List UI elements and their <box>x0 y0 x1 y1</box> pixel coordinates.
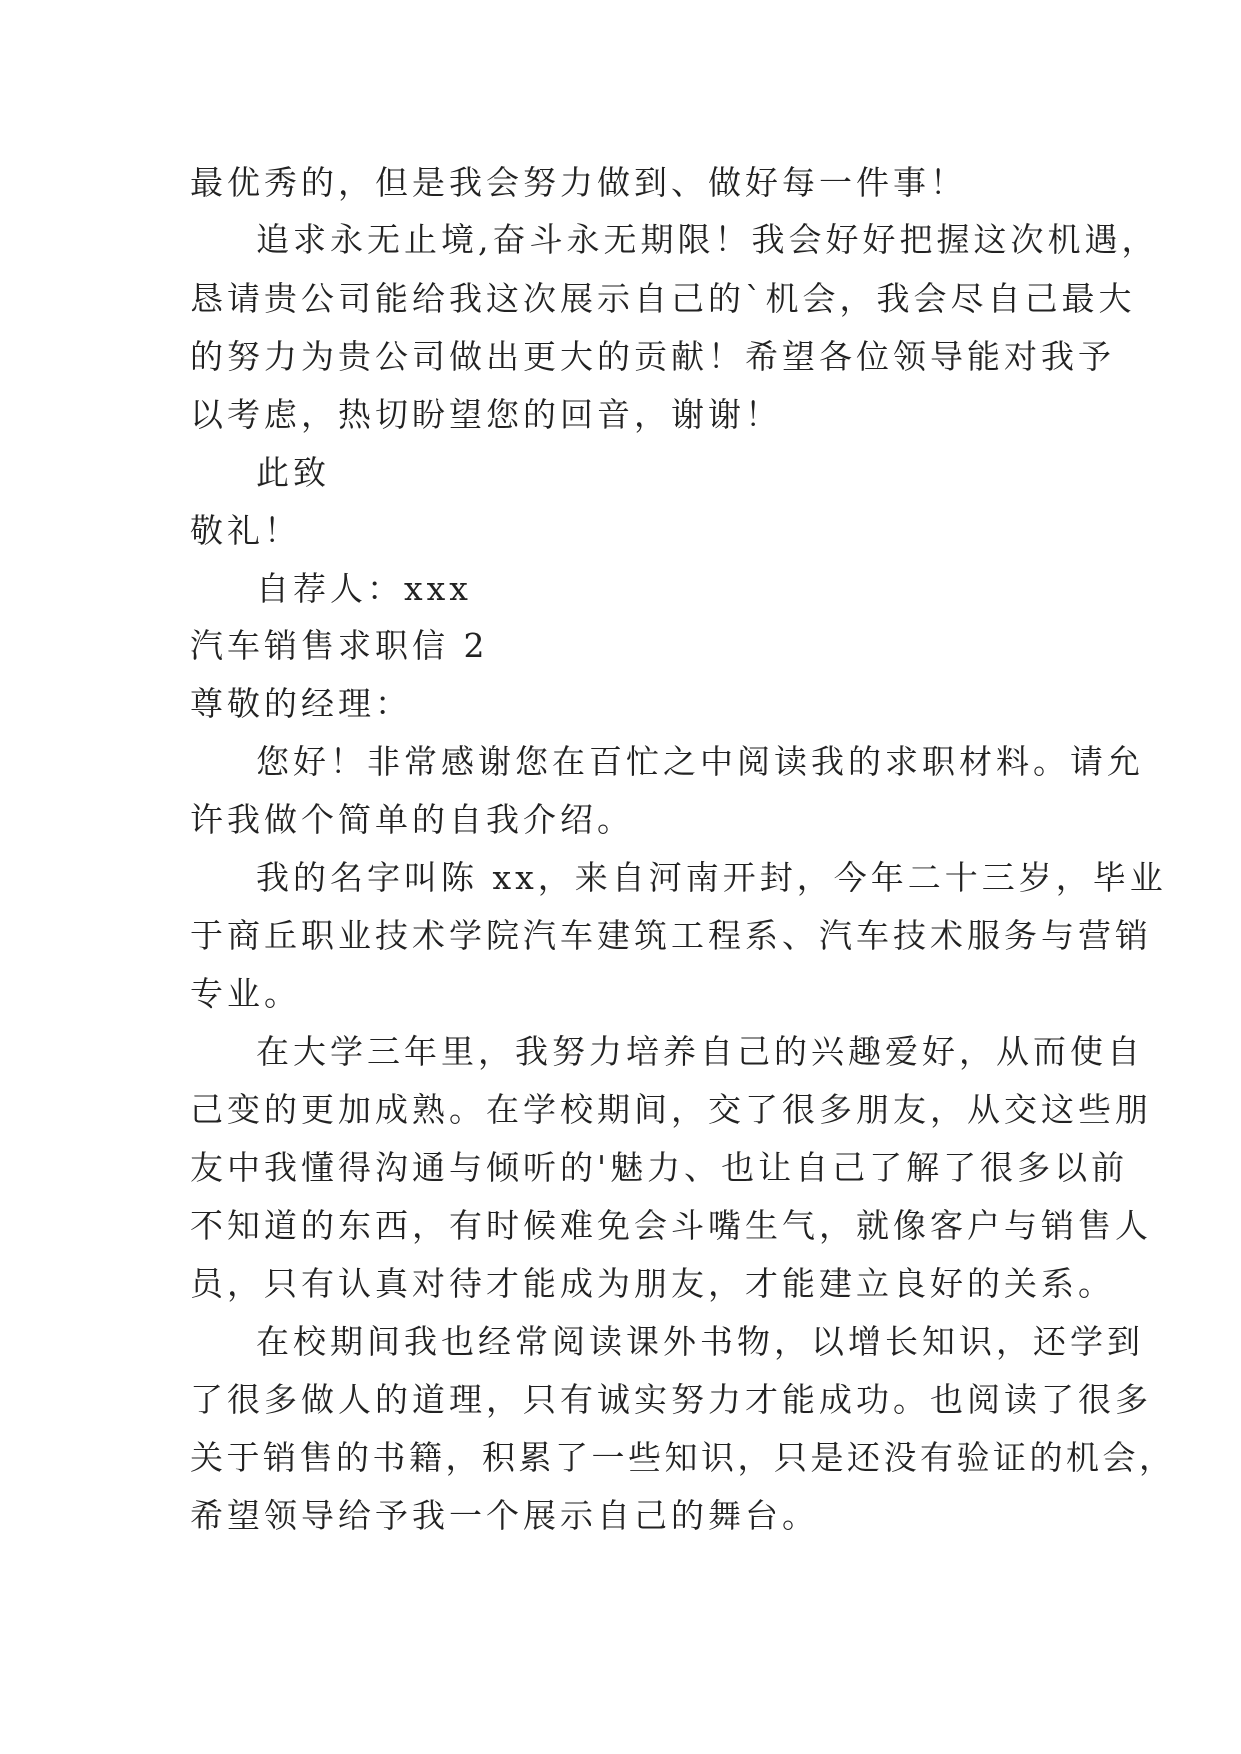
text-line: 敬礼！ <box>190 511 301 550</box>
text-line: 许我做个简单的自我介绍。 <box>190 800 634 839</box>
text-line: 您好！非常感谢您在百忙之中阅读我的求职材料。请允 <box>256 742 1144 781</box>
text-line: 于商丘职业技术学院汽车建筑工程系、汽车技术服务与营销 <box>190 916 1152 955</box>
text-line: 在校期间我也经常阅读课外书物，以增长知识，还学到 <box>256 1322 1144 1361</box>
text-line: 自荐人：xxx <box>256 569 472 608</box>
text-line: 员，只有认真对待才能成为朋友，才能建立良好的关系。 <box>190 1264 1115 1303</box>
text-line: 关于销售的书籍，积累了一些知识，只是还没有验证的机会， <box>190 1438 1176 1477</box>
salutation: 尊敬的经理： <box>190 684 412 723</box>
text-line: 专业。 <box>190 974 301 1013</box>
text-line: 希望领导给予我一个展示自己的舞台。 <box>190 1496 819 1535</box>
text-line: 了很多做人的道理，只有诚实努力才能成功。也阅读了很多 <box>190 1380 1152 1419</box>
text-line: 恳请贵公司能给我这次展示自己的`机会，我会尽自己最大 <box>190 279 1136 318</box>
text-line: 以考虑，热切盼望您的回音，谢谢！ <box>190 395 782 434</box>
text-line: 不知道的东西，有时候难免会斗嘴生气，就像客户与销售人 <box>190 1206 1152 1245</box>
text-line: 的努力为贵公司做出更大的贡献！希望各位领导能对我予 <box>190 337 1115 376</box>
text-line: 在大学三年里，我努力培养自己的兴趣爱好，从而使自 <box>256 1032 1144 1071</box>
section-heading: 汽车销售求职信 2 <box>190 626 489 665</box>
text-line: 追求永无止境,奋斗永无期限！我会好好把握这次机遇， <box>256 220 1159 259</box>
text-line: 友中我懂得沟通与倾听的'魅力、也让自己了解了很多以前 <box>190 1148 1129 1187</box>
text-line: 我的名字叫陈 xx，来自河南开封，今年二十三岁，毕业 <box>256 858 1167 897</box>
text-line: 最优秀的，但是我会努力做到、做好每一件事！ <box>190 163 967 202</box>
text-line: 己变的更加成熟。在学校期间，交了很多朋友，从交这些朋 <box>190 1090 1152 1129</box>
text-line: 此致 <box>256 453 330 492</box>
